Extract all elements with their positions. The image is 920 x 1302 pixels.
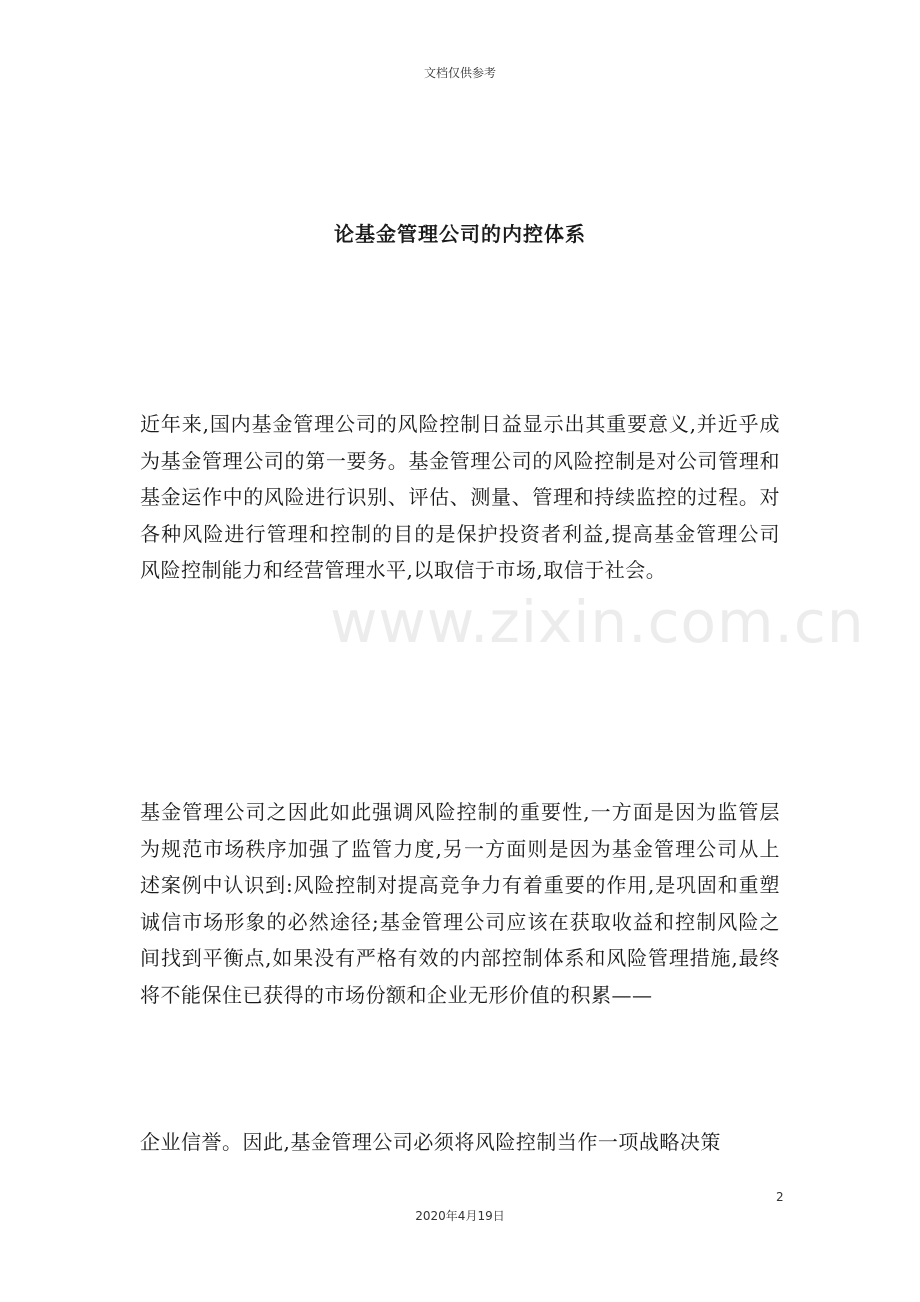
page-number: 2 <box>776 1190 784 1204</box>
paragraph-intro: 近年来,国内基金管理公司的风险控制日益显示出其重要意义,并近乎成为基金管理公司的第一要务。基金管理公司的风险控制是对公司管理和基金运作中的风险进行识别、评估、测量、管理和持续监控的过程。对各种风险进行管理和控制的目的是保护投资者利益,提高基金管理公司风险控制能力和经营管理水平,以取信于市场,取信于社会。 <box>140 412 780 582</box>
paragraph-importance: 基金管理公司之因此如此强调风险控制的重要性,一方面是因为监管层为规范市场秩序加强了监管力度,另一方面则是因为基金管理公司从上述案例中认识到:风险控制对提高竞争力有着重要的作用,是巩固和重塑诚信市场形象的必然途径;基金管理公司应该在获取收益和控制风险之间找到平衡点,如果没有严格有效的内部控制体系和风险管理措施,最终将不能保住已获得的市场份额和企业无形价值的积累—— <box>140 800 780 1007</box>
page-header: 文档仅供参考 <box>423 66 496 80</box>
document-title: 论基金管理公司的内控体系 <box>334 222 586 246</box>
watermark: www.zixin.com.cn <box>330 588 865 656</box>
footer-date: 2020年4月19日 <box>415 1209 505 1223</box>
paragraph-continuation: 企业信誉。因此,基金管理公司必须将风险控制当作一项战略决策 <box>140 1130 721 1154</box>
